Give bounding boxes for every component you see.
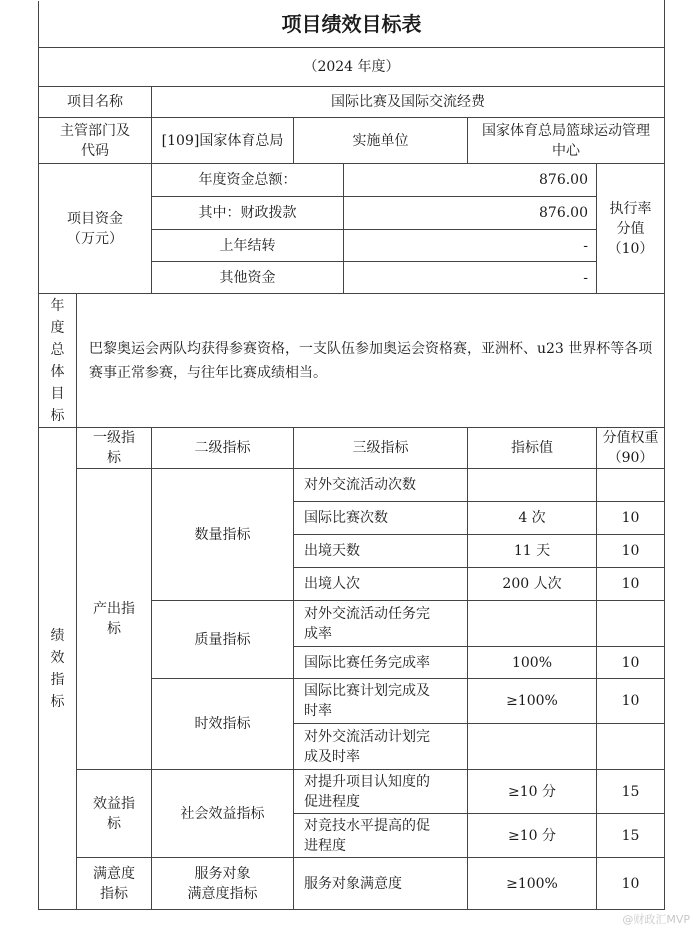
indicator-value: ≥10 分: [468, 770, 597, 814]
service-satisfaction-label: 服务对象 满意度指标: [152, 858, 294, 910]
implementing-unit-value: 国家体育总局篮球运动管理 中心: [468, 118, 665, 164]
performance-table: [38, 0, 665, 910]
header-indicator-value: 指标值: [468, 428, 597, 469]
department-label: 主管部门及 代码: [39, 118, 152, 164]
indicator-weight: 10: [597, 647, 665, 679]
annual-goal-label: 年 度 总 体 目 标: [39, 294, 77, 428]
quantity-indicators-label: 数量指标: [152, 469, 294, 601]
indicator-name: 国际比赛次数: [294, 502, 468, 535]
indicator-value: [468, 469, 597, 502]
indicator-weight: 10: [597, 858, 665, 910]
indicator-weight: [597, 469, 665, 502]
indicator-name: 服务对象满意度: [294, 858, 468, 910]
indicator-weight: 10: [597, 535, 665, 568]
performance-target-sheet: [38, 0, 664, 910]
funds-row-label: 上年结转: [152, 230, 344, 262]
funds-row-value: -: [344, 230, 597, 262]
indicator-value: [468, 601, 597, 647]
funds-row-label: 其中：财政拨款: [152, 197, 344, 230]
annual-goal-text: 巴黎奥运会两队均获得参赛资格，一支队伍参加奥运会资格赛，亚洲杯、u23 世界杯等各项赛事正常参赛，与往年比赛成绩相当。: [77, 294, 665, 428]
header-level1: 一级指 标: [77, 428, 152, 469]
department-value: [109]国家体育总局: [152, 118, 294, 164]
indicator-weight: 10: [597, 502, 665, 535]
indicator-value: 100%: [468, 647, 597, 679]
indicator-value: 200 人次: [468, 568, 597, 601]
indicator-value: [468, 724, 597, 770]
indicator-name: 对外交流活动次数: [294, 469, 468, 502]
satisfaction-indicators-label: 满意度 指标: [77, 858, 152, 910]
header-weight: 分值权重 （90）: [597, 428, 665, 469]
execution-rate-score: 执行率 分值 （10）: [597, 164, 665, 294]
funds-row-label: 其他资金: [152, 262, 344, 294]
indicator-weight: 15: [597, 814, 665, 858]
header-level3: 三级指标: [294, 428, 468, 469]
timeliness-indicators-label: 时效指标: [152, 679, 294, 770]
project-name-label: 项目名称: [39, 87, 152, 118]
indicator-weight: 10: [597, 568, 665, 601]
indicator-name: 出境天数: [294, 535, 468, 568]
funds-row-label: 年度资金总额：: [152, 164, 344, 197]
indicator-value: ≥100%: [468, 679, 597, 724]
quality-indicators-label: 质量指标: [152, 601, 294, 679]
performance-indicators-label: 绩 效 指 标: [39, 428, 77, 910]
indicator-value: 4 次: [468, 502, 597, 535]
header-level2: 二级指标: [152, 428, 294, 469]
project-name-value: 国际比赛及国际交流经费: [152, 87, 665, 118]
indicator-weight: 15: [597, 770, 665, 814]
fiscal-year: （2024 年度）: [39, 48, 665, 87]
indicator-name: 国际比赛任务完成率: [294, 647, 468, 679]
indicator-value: ≥10 分: [468, 814, 597, 858]
output-indicators-label: 产出指 标: [77, 469, 152, 770]
funds-row-value: -: [344, 262, 597, 294]
table-title: 项目绩效目标表: [39, 1, 665, 48]
benefit-indicators-label: 效益指 标: [77, 770, 152, 858]
indicator-name: 对提升项目认知度的 促进程度: [294, 770, 468, 814]
implementing-unit-label: 实施单位: [294, 118, 468, 164]
social-benefit-indicators-label: 社会效益指标: [152, 770, 294, 858]
indicator-name: 对竞技水平提高的促 进程度: [294, 814, 468, 858]
indicator-name: 对外交流活动任务完 成率: [294, 601, 468, 647]
indicator-value: 11 天: [468, 535, 597, 568]
indicator-weight: [597, 724, 665, 770]
indicator-name: 对外交流活动计划完 成及时率: [294, 724, 468, 770]
indicator-name: 国际比赛计划完成及 时率: [294, 679, 468, 724]
indicator-value: ≥100%: [468, 858, 597, 910]
funds-label: 项目资金 （万元）: [39, 164, 152, 294]
indicator-weight: 10: [597, 679, 665, 724]
indicator-weight: [597, 601, 665, 647]
indicator-name: 出境人次: [294, 568, 468, 601]
funds-row-value: 876.00: [344, 197, 597, 230]
watermark: @财政汇MVP: [622, 913, 690, 926]
funds-row-value: 876.00: [344, 164, 597, 197]
